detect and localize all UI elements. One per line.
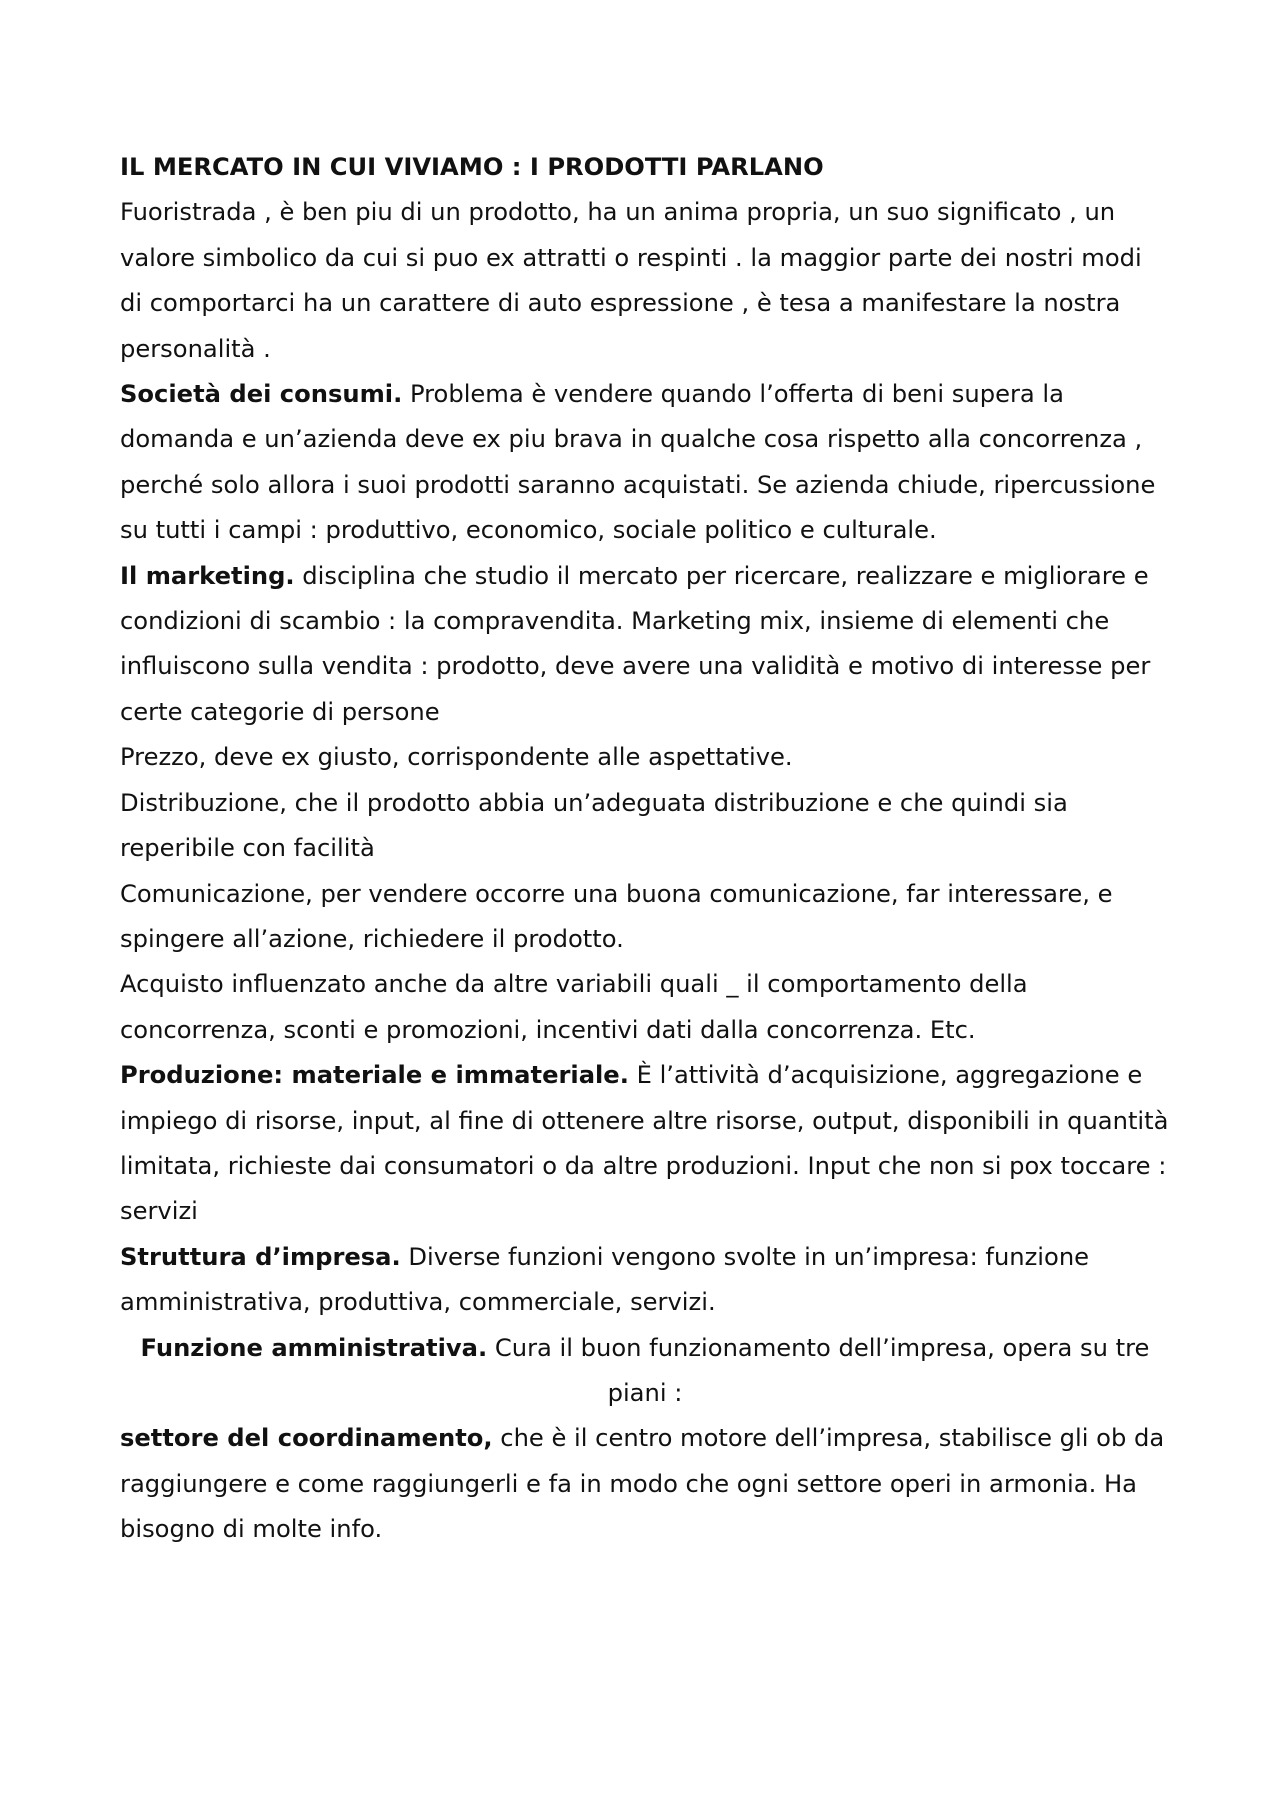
paragraph-distribuzione (120, 781, 1170, 872)
paragraph-text: Fuoristrada , è ben piu di un prodotto, ha un anima propria, un suo significato , un valore simbolico da cui si puo ex attratti o respinti . la maggior parte dei nostri modi di comportarci ha un carattere di auto espressione , è tesa a manifestare la nostra personalità . (120, 198, 1142, 363)
paragraph-fuoristrada (120, 190, 1170, 372)
paragraph-heading: Il marketing. (120, 561, 295, 590)
paragraph-text: Problema è vendere quando l’offerta di beni supera la domanda e un’azienda deve ex piu brava in qualche cosa rispetto alla concorrenza , perché solo allora i suoi prodotti saranno acquistati. Se azienda chiude, ripercussione su tutti i campi : produttivo, economico, sociale politico e culturale. (120, 380, 1156, 545)
paragraph-prezzo (120, 735, 1170, 780)
document-title: IL MERCATO IN CUI VIVIAMO : I PRODOTTI PARLANO (120, 153, 824, 181)
paragraph-struttura-impresa (120, 1235, 1170, 1326)
paragraph-acquisto (120, 962, 1170, 1053)
paragraph-text: disciplina che studio il mercato per ricercare, realizzare e migliorare e condizioni di scambio : la compravendita. Marketing mix, insieme di elementi che influiscono sulla vendita : prodotto, deve avere una validità e motivo di interesse per certe categorie di persone (120, 561, 1151, 726)
document-body (120, 145, 1170, 1553)
paragraph-produzione (120, 1053, 1170, 1235)
paragraph-societa-consumi (120, 372, 1170, 554)
paragraph-heading: Produzione: materiale e immateriale. (120, 1061, 629, 1090)
paragraph-heading: Struttura d’impresa. (120, 1242, 401, 1271)
paragraph-funzione-amministrativa (120, 1326, 1170, 1417)
paragraph-heading: Funzione amministrativa. (140, 1333, 488, 1362)
paragraph-text: Comunicazione, per vendere occorre una buona comunicazione, far interessare, e spingere all’azione, richiedere il prodotto. (120, 879, 1113, 953)
paragraph-heading: Società dei consumi. (120, 380, 403, 409)
paragraph-text: Diverse funzioni vengono svolte in un’impresa: funzione amministrativa, produttiva, commerciale, servizi. (120, 1242, 1090, 1317)
paragraph-text: che è il centro motore dell’impresa, stabilisce gli ob da raggiungere e come raggiungerli e fa in modo che ogni settore operi in armonia. Ha bisogno di molte info. (120, 1424, 1165, 1544)
paragraph-text: Cura il buon funzionamento dell’impresa, opera su tre piani : (487, 1333, 1150, 1407)
paragraph-text: Prezzo, deve ex giusto, corrispondente alle aspettative. (120, 743, 793, 772)
paragraph-text: Acquisto influenzato anche da altre variabili quali _ il comportamento della concorrenza, sconti e promozioni, incentivi dati dalla concorrenza. Etc. (120, 970, 1028, 1044)
paragraph-settore-coordinamento (120, 1416, 1170, 1552)
paragraph-heading: settore del coordinamento, (120, 1424, 493, 1453)
paragraph-comunicazione (120, 872, 1170, 963)
paragraph-marketing (120, 554, 1170, 736)
paragraph-text: È l’attività d’acquisizione, aggregazione e impiego di risorse, input, al fine di ottenere altre risorse, output, disponibili in quantità limitata, richieste dai consumatori o da altre produzioni. Input che non si pox toccare : servizi (120, 1061, 1169, 1226)
paragraph-text: Distribuzione, che il prodotto abbia un’adeguata distribuzione e che quindi sia reperibile con facilità (120, 788, 1068, 863)
